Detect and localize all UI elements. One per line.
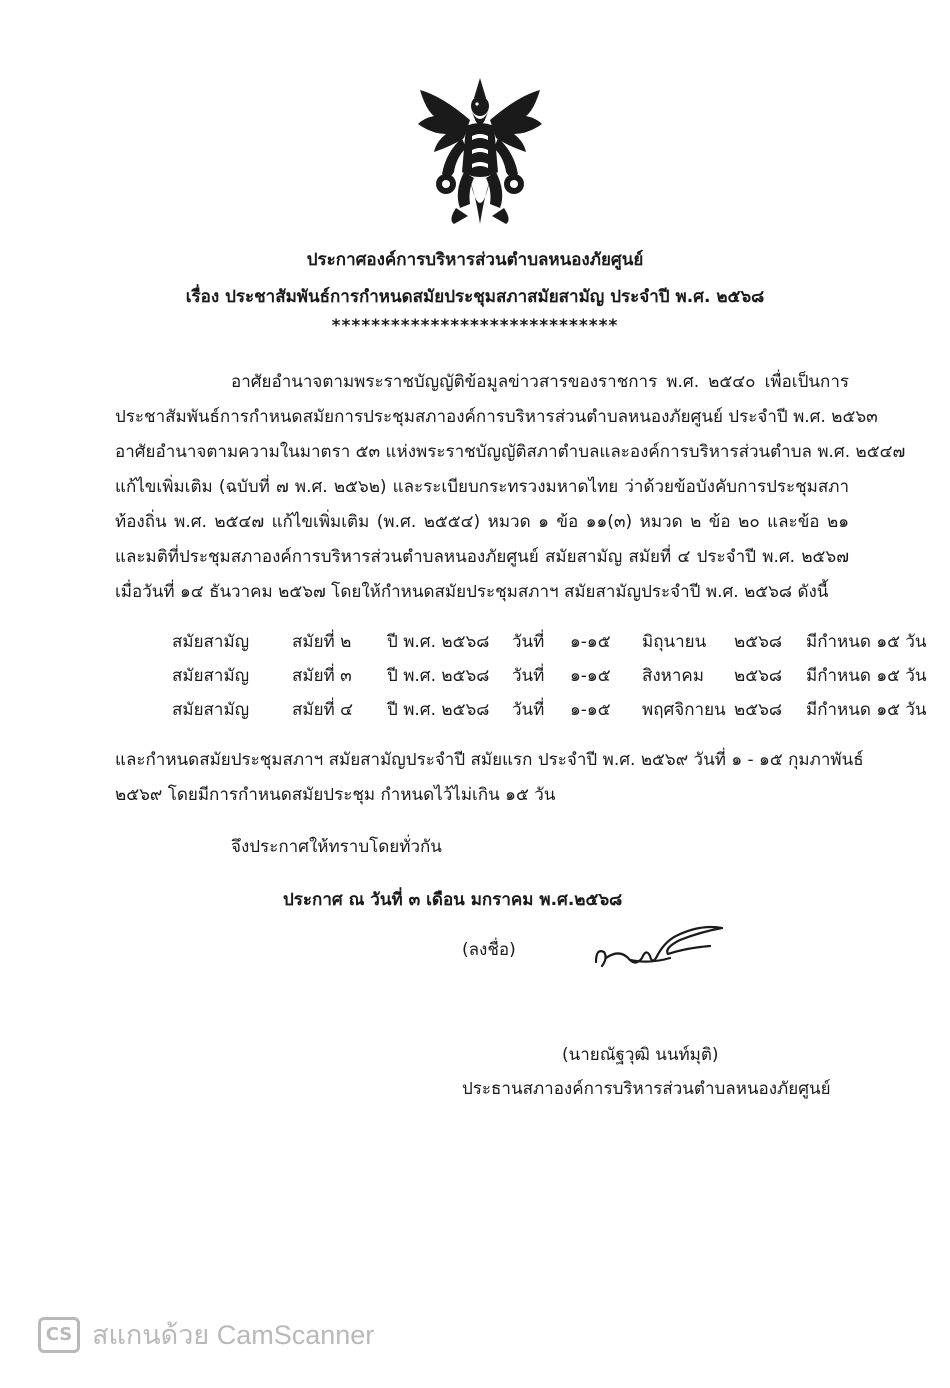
session-days: ๑-๑๕ bbox=[570, 632, 611, 652]
session-month: มิถุนายน bbox=[642, 632, 707, 652]
after-line-1: และกำหนดสมัยประชุมสภาฯ สมัยสามัญประจำปี สมัยแรก ประจำปี พ.ศ. ๒๕๖๙ วันที่ ๑ - ๑๕ กุมภาพันธ์ bbox=[115, 750, 864, 770]
announcement-date: ประกาศ ณ วันที่ ๓ เดือน มกราคม พ.ศ.๒๕๖๘ bbox=[283, 890, 623, 910]
session-month: สิงหาคม bbox=[642, 666, 705, 686]
body-line-5: ท้องถิ่น พ.ศ. ๒๕๔๗ แก้ไขเพิ่มเติม (พ.ศ. ๒๕๕๔) หมวด ๑ ข้อ ๑๑(๓) หมวด ๒ ข้อ ๒๐ และข้อ ๒๑ bbox=[115, 512, 849, 532]
handwritten-signature bbox=[590, 918, 726, 978]
signatory-name: (นายณัฐวุฒิ นนท์มุติ) bbox=[562, 1045, 719, 1065]
session-month: พฤศจิกายน bbox=[642, 700, 726, 720]
session-number: สมัยที่ ๔ bbox=[292, 700, 354, 720]
session-day-label: วันที่ bbox=[512, 700, 545, 720]
session-month-year: ๒๕๖๘ bbox=[734, 632, 782, 652]
session-type: สมัยสามัญ bbox=[172, 700, 250, 720]
camscanner-watermark bbox=[38, 1313, 374, 1356]
session-year: ปี พ.ศ. ๒๕๖๘ bbox=[387, 700, 490, 720]
session-year: ปี พ.ศ. ๒๕๖๘ bbox=[387, 666, 490, 686]
session-type: สมัยสามัญ bbox=[172, 632, 250, 652]
announcement-line: จึงประกาศให้ทราบโดยทั่วกัน bbox=[231, 837, 442, 857]
document-subject: เรื่อง ประชาสัมพันธ์การกำหนดสมัยประชุมสภาสมัยสามัญ ประจำปี พ.ศ. ๒๕๖๘ bbox=[185, 287, 765, 307]
session-number: สมัยที่ ๓ bbox=[292, 666, 352, 686]
session-duration: มีกำหนด ๑๕ วัน bbox=[806, 632, 927, 652]
body-line-7: เมื่อวันที่ ๑๔ ธันวาคม ๒๕๖๗ โดยให้กำหนดสมัยประชุมสภาฯ สมัยสามัญประจำปี พ.ศ. ๒๕๖๘ ดังนี้ bbox=[115, 582, 829, 602]
session-row bbox=[172, 696, 927, 723]
garuda-emblem-icon bbox=[412, 76, 548, 228]
session-number: สมัยที่ ๒ bbox=[292, 632, 352, 652]
session-days: ๑-๑๕ bbox=[570, 666, 611, 686]
session-type: สมัยสามัญ bbox=[172, 666, 250, 686]
body-line-2: ประชาสัมพันธ์การกำหนดสมัยการประชุมสภาองค์การบริหารส่วนตำบลหนองภัยศูนย์ ประจำปี พ.ศ. ๒๕๖๓ bbox=[115, 407, 878, 427]
session-month-year: ๒๕๖๘ bbox=[734, 700, 782, 720]
body-line-1: อาศัยอำนาจตามพระราชบัญญัติข้อมูลข่าวสารของราชการ พ.ศ. ๒๕๔๐ เพื่อเป็นการ bbox=[231, 372, 849, 392]
signed-label: (ลงชื่อ) bbox=[462, 940, 516, 960]
session-day-label: วันที่ bbox=[512, 666, 545, 686]
camscanner-logo-icon: CS bbox=[38, 1317, 80, 1353]
body-line-4: แก้ไขเพิ่มเติม (ฉบับที่ ๗ พ.ศ. ๒๕๖๒) และระเบียบกระทรวงมหาดไทย ว่าด้วยข้อบังคับการประชุมสภา bbox=[115, 477, 849, 497]
session-duration: มีกำหนด ๑๕ วัน bbox=[806, 700, 927, 720]
camscanner-text: สแกนด้วย CamScanner bbox=[92, 1320, 375, 1350]
session-day-label: วันที่ bbox=[512, 632, 545, 652]
document-title: ประกาศองค์การบริหารส่วนตำบลหนองภัยศูนย์ bbox=[306, 250, 644, 270]
session-row bbox=[172, 628, 927, 655]
title-divider-stars: ***************************** bbox=[331, 316, 619, 336]
session-month-year: ๒๕๖๘ bbox=[734, 666, 782, 686]
session-year: ปี พ.ศ. ๒๕๖๘ bbox=[387, 632, 490, 652]
session-row bbox=[172, 662, 927, 689]
signatory-position: ประธานสภาองค์การบริหารส่วนตำบลหนองภัยศูนย์ bbox=[462, 1079, 831, 1099]
session-days: ๑-๑๕ bbox=[570, 700, 611, 720]
body-line-3: อาศัยอำนาจตามความในมาตรา ๕๓ แห่งพระราชบัญญัติสภาตำบลและองค์การบริหารส่วนตำบล พ.ศ. ๒๕๔๗ bbox=[115, 442, 906, 462]
session-duration: มีกำหนด ๑๕ วัน bbox=[806, 666, 927, 686]
body-line-6: และมติที่ประชุมสภาองค์การบริหารส่วนตำบลหนองภัยศูนย์ สมัยสามัญ สมัยที่ ๔ ประจำปี พ.ศ. ๒๕๖๗ bbox=[115, 547, 849, 567]
after-line-2: ๒๕๖๙ โดยมีการกำหนดสมัยประชุม กำหนดไว้ไม่เกิน ๑๕ วัน bbox=[115, 785, 556, 805]
